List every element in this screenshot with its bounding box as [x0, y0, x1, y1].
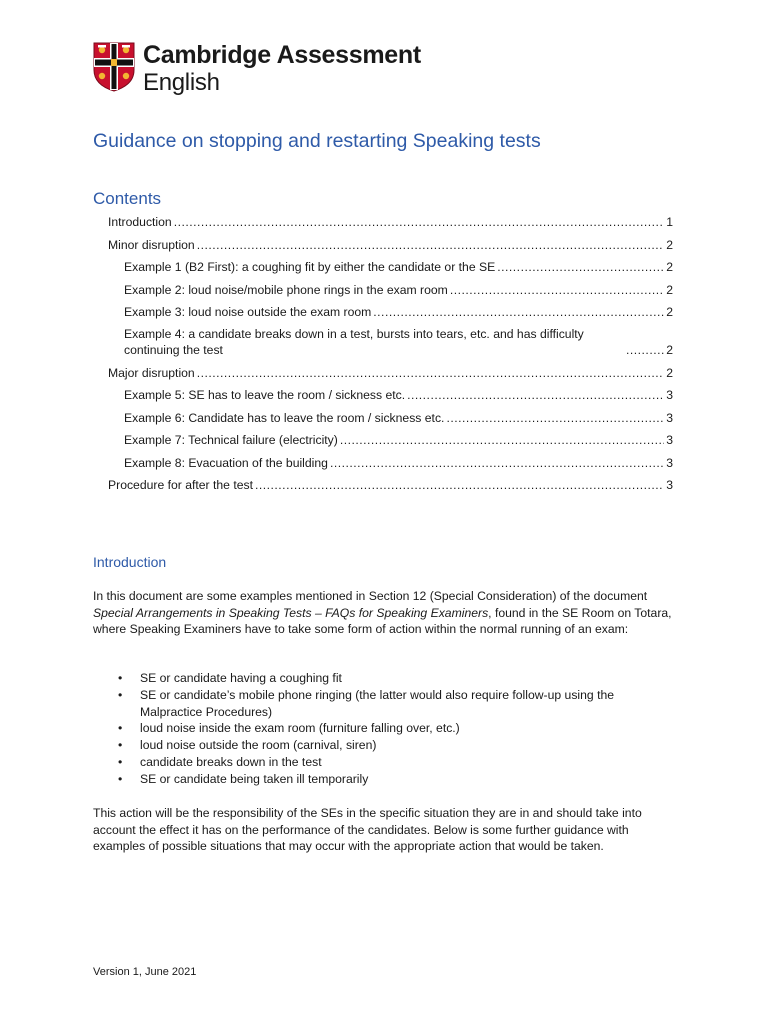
- toc-page-number: 3: [666, 388, 673, 402]
- toc-item-example-4[interactable]: [124, 326, 673, 358]
- contents-heading: Contents: [93, 189, 162, 208]
- toc-item-label: Major disruption: [108, 366, 195, 380]
- toc-leader-dots: [626, 342, 664, 358]
- toc-item-label: Example 4: a candidate breaks down in a test, bursts into tears, etc. and has difficulty continuing the test: [124, 327, 584, 357]
- toc-item-label: Example 6: Candidate has to leave the room / sickness etc.: [124, 411, 445, 425]
- logo-line-1: Cambridge Assessment: [143, 41, 421, 69]
- document-title: Guidance on stopping and restarting Speaking tests: [93, 130, 541, 152]
- toc-page-number: 1: [666, 215, 673, 229]
- logo-wordmark: [143, 42, 421, 96]
- toc-item-label: Example 8: Evacuation of the building: [124, 456, 328, 470]
- list-item: • SE or candidate being taken ill temporarily: [118, 771, 678, 788]
- toc-item-example-8[interactable]: [124, 455, 673, 471]
- introduction-heading: Introduction: [93, 554, 167, 570]
- list-item: • SE or candidate having a coughing fit: [118, 670, 678, 687]
- toc-leader-dots: [340, 432, 664, 448]
- toc-item-minor-disruption[interactable]: [108, 237, 673, 253]
- toc-leader-dots: [255, 477, 664, 493]
- toc-leader-dots: [330, 455, 664, 471]
- introduction-paragraph-1: [93, 588, 678, 638]
- toc-leader-dots: [174, 214, 665, 230]
- toc-leader-dots: [197, 237, 665, 253]
- toc-item-label: Example 5: SE has to leave the room / sickness etc.: [124, 388, 406, 402]
- list-item: • candidate breaks down in the test: [118, 754, 678, 771]
- toc-item-label: Example 7: Technical failure (electricity): [124, 433, 338, 447]
- toc-item-label: Example 2: loud noise/mobile phone rings in the exam room: [124, 283, 448, 297]
- toc-item-procedure[interactable]: [108, 477, 673, 493]
- toc-page-number: 3: [666, 411, 673, 425]
- version-footer: Version 1, June 2021: [93, 966, 197, 978]
- toc-page-number: 3: [666, 456, 673, 470]
- toc-leader-dots: [446, 410, 664, 426]
- toc-item-label: Introduction: [108, 215, 172, 229]
- list-item: • SE or candidate’s mobile phone ringing (the latter would also require follow-up using the Malpractice Procedures): [118, 687, 678, 721]
- toc-page-number: 2: [666, 283, 673, 297]
- toc-item-example-7[interactable]: [124, 432, 673, 448]
- toc-item-label: Procedure for after the test: [108, 478, 253, 492]
- intro-text-part-1: In this document are some examples mentioned in Section 12 (Special Consideration) of the document: [93, 589, 648, 603]
- toc-page-number: 2: [666, 238, 673, 252]
- toc-item-major-disruption[interactable]: [108, 365, 673, 381]
- toc-item-label: Minor disruption: [108, 238, 195, 252]
- intro-document-reference: Special Arrangements in Speaking Tests – FAQs for Speaking Examiners: [93, 605, 489, 620]
- toc-item-label: Example 1 (B2 First): a coughing fit by either the candidate or the SE: [124, 260, 496, 274]
- toc-item-example-6[interactable]: [124, 410, 673, 426]
- cambridge-logo: [93, 42, 421, 96]
- toc-item-introduction[interactable]: [108, 214, 673, 230]
- toc-item-example-2[interactable]: [124, 282, 673, 298]
- toc-page-number: 3: [666, 433, 673, 447]
- toc-page-number: 2: [666, 260, 673, 274]
- cambridge-shield-icon: [93, 42, 135, 92]
- toc-leader-dots: [407, 387, 664, 403]
- toc-item-example-1[interactable]: [124, 259, 673, 275]
- toc-item-label: Example 3: loud noise outside the exam room: [124, 305, 372, 319]
- toc-page-number: 3: [666, 478, 673, 492]
- list-item: • loud noise outside the room (carnival, siren): [118, 737, 678, 754]
- toc-item-example-3[interactable]: [124, 304, 673, 320]
- introduction-paragraph-2: This action will be the responsibility of the SEs in the specific situation they are in and should take into account the effect it has on the performance of the candidates. Below is some further guidance with examples of possible situations that may occur with the appropriate action that would be taken.: [93, 806, 642, 853]
- toc-leader-dots: [373, 304, 664, 320]
- toc-page-number: 2: [666, 366, 673, 380]
- intro-text-part-2: , found in the SE Room on Totara, where Speaking Examiners have to take some form of action within the normal running of an exam:: [93, 605, 672, 636]
- toc-leader-dots: [450, 282, 664, 298]
- disruption-examples-list: [118, 670, 678, 788]
- list-item: • loud noise inside the exam room (furniture falling over, etc.): [118, 720, 678, 737]
- logo-line-2: English: [143, 69, 220, 96]
- toc-leader-dots: [497, 259, 664, 275]
- toc-item-example-5[interactable]: [124, 387, 673, 403]
- toc-page-number: 2: [666, 343, 673, 357]
- toc-page-number: 2: [666, 305, 673, 319]
- toc-leader-dots: [197, 365, 665, 381]
